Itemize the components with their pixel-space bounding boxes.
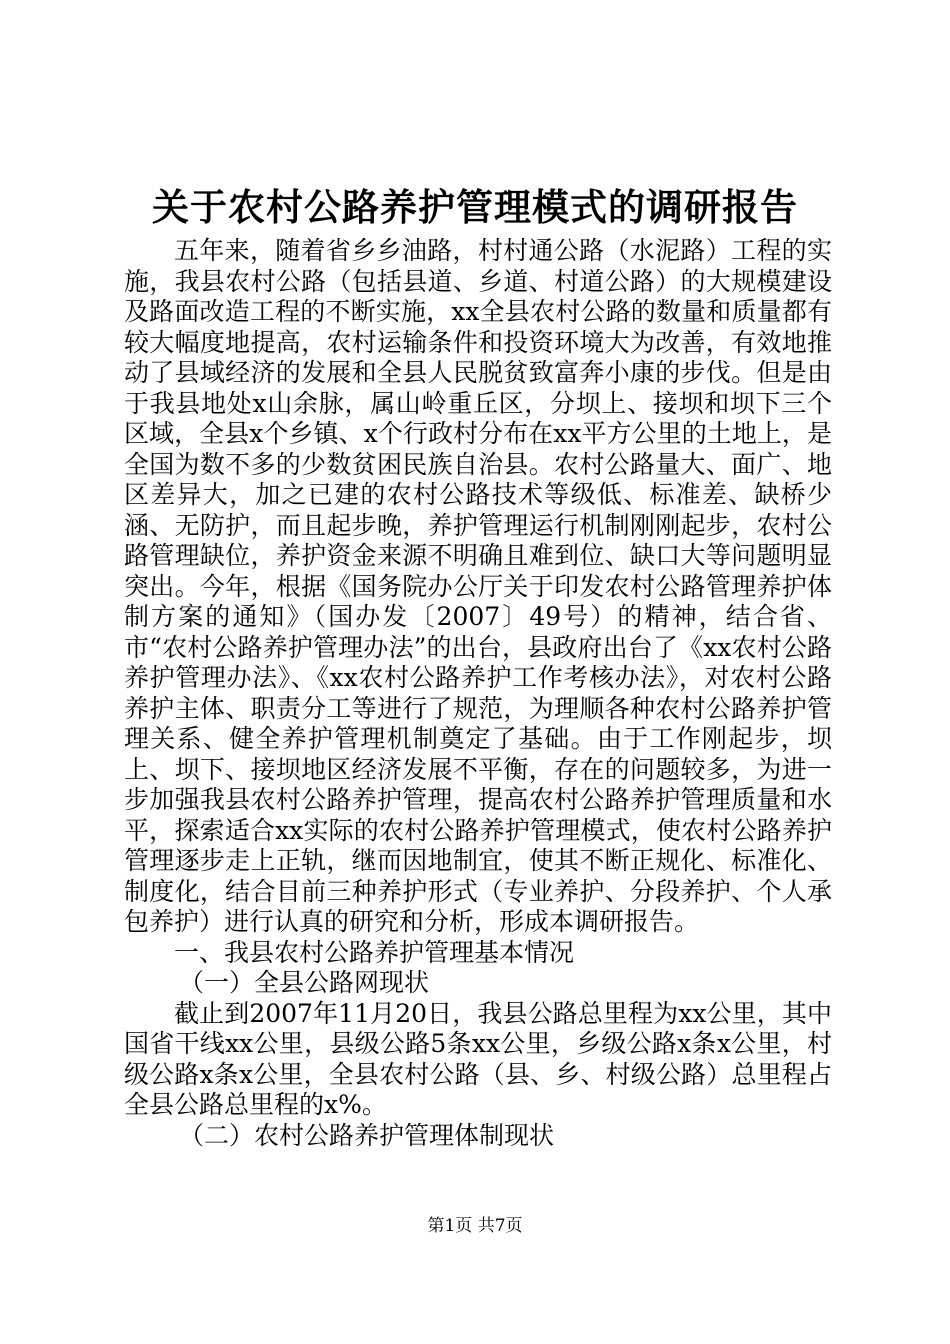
page-footer: 第1页 共7页 [427,1216,523,1236]
section-heading-1: 一、我县农村公路养护管理基本情况 [174,937,575,967]
road-network-paragraph: 截止到2007年11月20日，我县公路总里程为xx公里，其中国省干线xx公里，县级公路5条xx公里，乡级公路x条x公里，村级公路x条x公里，全县农村公路（县、乡、村级公路）总里程占全县公路总里程的x%。 [124,998,832,1119]
document-body [124,236,832,1151]
document-title: 关于农村公路养护管理模式的调研报告 [152,185,798,229]
intro-paragraph: 五年来，随着省乡乡油路，村村通公路（水泥路）工程的实施，我县农村公路（包括县道、乡道、村道公路）的大规模建设及路面改造工程的不断实施，xx全县农村公路的数量和质量都有较大幅度地提高，农村运输条件和投资环境大为改善，有效地推动了县域经济的发展和全县人民脱贫致富奔小康的步伐。但是由于我县地处x山余脉，属山岭重丘区，分坝上、接坝和坝下三个区域，全县x个乡镇、x个行政村分布在xx平方公里的土地上，是全国为数不多的少数贫困民族自治县。农村公路量大、面广、地区差异大，加之已建的农村公路技术等级低、标准差、缺桥少涵、无防护，而且起步晚，养护管理运行机制刚刚起步，农村公路管理缺位，养护资金来源不明确且难到位、缺口大等问题明显突出。今年，根据《国务院办公厅关于印发农村公路管理养护体制方案的通知》（国办发〔2007〕49号）的精神，结合省、市“农村公路养护管理办法”的出台，县政府出台了《xx农村公路养护管理办法》、《xx农村公路养护工作考核办法》，对农村公路养护主体、职责分工等进行了规范，为理顺各种农村公路养护管理关系、健全养护管理机制奠定了基础。由于工作刚起步，坝上、坝下、接坝地区经济发展不平衡，存在的问题较多，为进一步加强我县农村公路养护管理，提高农村公路养护管理质量和水平，探索适合xx实际的农村公路养护管理模式，使农村公路养护管理逐步走上正轨，继而因地制宜，使其不断正规化、标准化、制度化，结合目前三种养护形式（专业养护、分段养护、个人承包养护）进行认真的研究和分析，形成本调研报告。 [124,236,832,936]
subsection-heading-1: （一）全县公路网现状 [179,968,430,997]
subsection-heading-2: （二）农村公路养护管理体制现状 [179,1120,555,1150]
